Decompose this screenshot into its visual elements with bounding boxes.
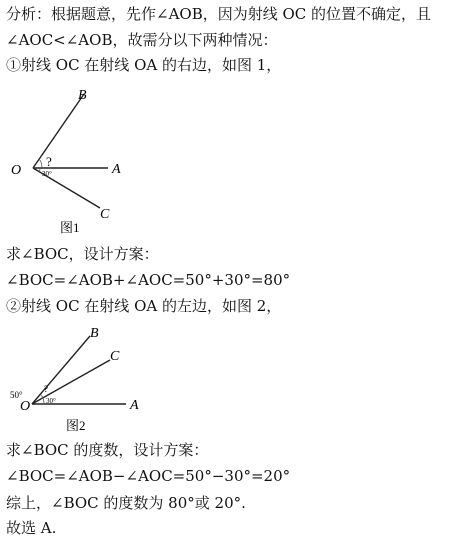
angle-label-30: 30° <box>46 397 56 405</box>
angle-arc-aob <box>41 395 44 404</box>
label-b: B <box>78 88 87 103</box>
text-line-5: ∠BOC=∠AOB+∠AOC=50°+30°=80° <box>6 271 291 289</box>
ray-ob <box>33 94 84 168</box>
text-line-8: ∠BOC=∠AOB−∠AOC=50°−30°=20° <box>6 467 291 485</box>
angle-label-question: ? <box>46 154 52 169</box>
text-line-7: 求∠BOC 的度数，设计方案： <box>6 441 209 459</box>
label-o: O <box>11 163 22 178</box>
figure-1 <box>8 82 158 242</box>
ray-oc <box>32 360 110 404</box>
text-line-6: ②射线 OC 在射线 OA 的左边，如图 2， <box>6 297 282 315</box>
text-line-9: 综上，∠BOC 的度数为 80°或 20°. <box>6 494 246 512</box>
text-line-10: 故选 A. <box>6 519 57 537</box>
figure-1-diagram <box>8 82 158 242</box>
text-line-4: 求∠BOC，设计方案： <box>6 245 159 263</box>
angle-label-question: ? <box>44 384 48 394</box>
label-b: B <box>90 326 99 341</box>
figure-2-diagram <box>8 322 158 434</box>
angle-label-50: 50° <box>10 390 23 400</box>
text-line-2: ∠AOC<∠AOB，故需分以下两种情况： <box>6 31 278 49</box>
label-a: A <box>112 162 121 177</box>
angle-arc-aob <box>39 159 42 168</box>
figure-2-caption: 图2 <box>66 418 86 433</box>
text-line-3: ①射线 OC 在射线 OA 的右边，如图 1， <box>6 56 282 74</box>
label-a: A <box>130 398 139 413</box>
label-o: O <box>20 399 31 414</box>
ray-ob <box>32 336 90 404</box>
label-c: C <box>100 207 110 222</box>
figure-1-caption: 图1 <box>60 220 80 235</box>
label-c: C <box>110 349 120 364</box>
angle-label-30: 30° <box>42 170 52 178</box>
figure-2 <box>8 322 158 434</box>
text-line-1: 分析：根据题意，先作∠AOB，因为射线 OC 的位置不确定，且 <box>6 5 432 23</box>
